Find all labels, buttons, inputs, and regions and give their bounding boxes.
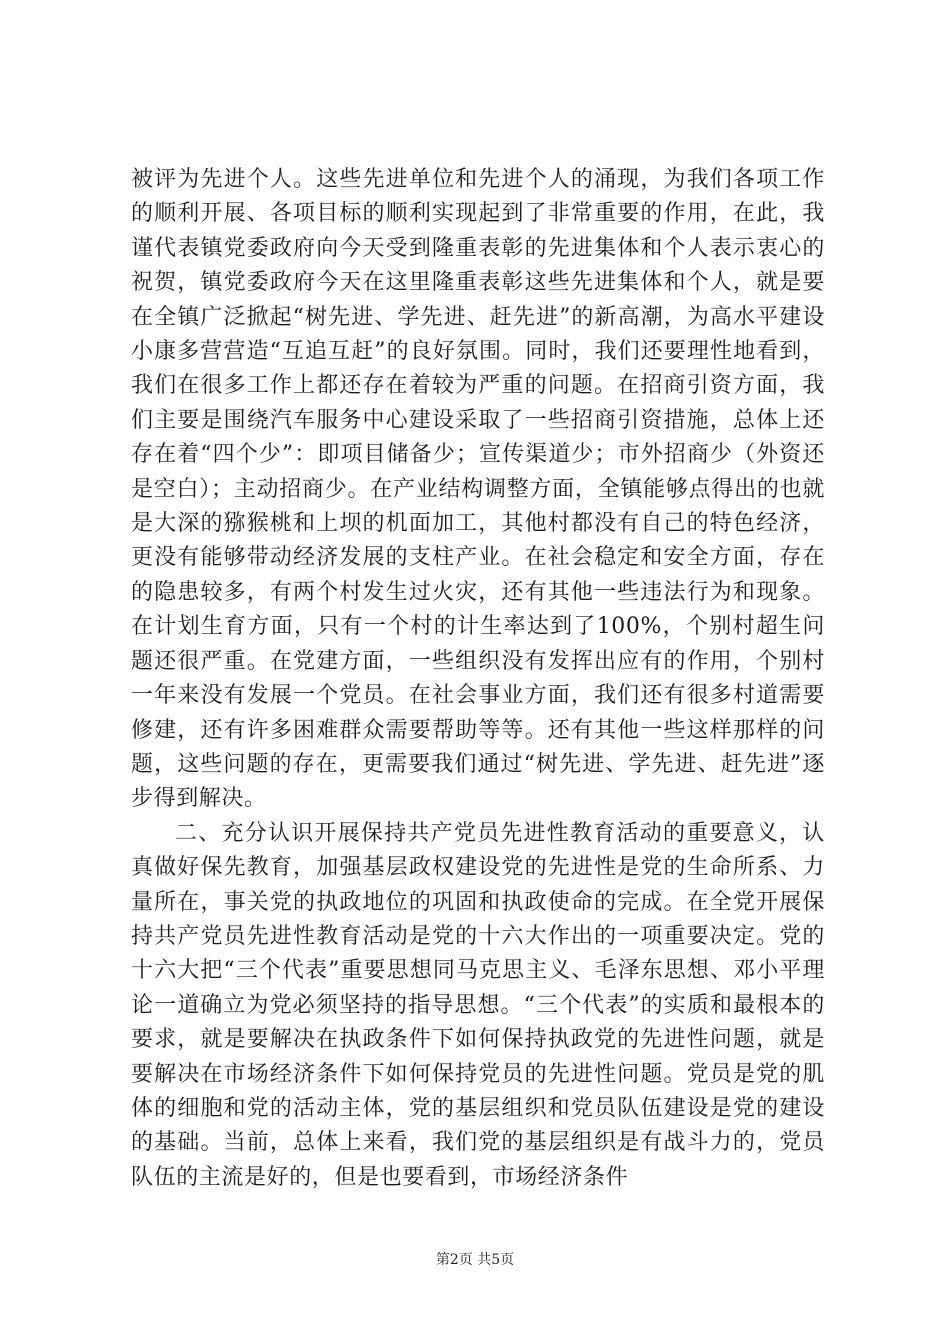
paragraph-1: 被评为先进个人。这些先进单位和先进个人的涌现，为我们各项工作的顺利开展、各项目标的顺利实现起到了非常重要的作用，在此，我谨代表镇党委政府向今天受到隆重表彰的先进集体和个人表示衷心的祝贺，镇党委政府今天在这里隆重表彰这些先进集体和个人，就是要在全镇广泛掀起“树先进、学先进、赶先进”的新高潮，为高水平建设小康多营营造“互追互赶”的良好氛围。同时，我们还要理性地看到，我们在很多工作上都还存在着较为严重的问题。在招商引资方面，我们主要是围绕汽车服务中心建设采取了一些招商引资措施，总体上还存在着“四个少”：即项目储备少；宣传渠道少；市外招商少（外资还是空白）；主动招商少。在产业结构调整方面，全镇能够点得出的也就是大深的猕猴桃和上坝的机面加工，其他村都没有自己的特色经济，更没有能够带动经济发展的支柱产业。在社会稳定和安全方面，存在的隐患较多，有两个村发生过火灾，还有其他一些违法行为和现象。在计划生育方面，只有一个村的计生率达到了100%，个别村超生问题还很严重。在党建方面，一些组织没有发挥出应有的作用，个别村一年来没有发展一个党员。在社会事业方面，我们还有很多村道需要修建，还有许多困难群众需要帮助等等。还有其他一些这样那样的问题，这些问题的存在，更需要我们通过“树先进、学先进、赶先进”逐步得到解决。 [131, 167, 825, 812]
document-body [131, 163, 825, 1195]
paragraph-2: 二、充分认识开展保持共产党员先进性教育活动的重要意义，认真做好保先教育，加强基层政权建设党的先进性是党的生命所系、力量所在，事关党的执政地位的巩固和执政使命的完成。在全党开展保持共产党员先进性教育活动是党的十六大作出的一项重要决定。党的十六大把“三个代表”重要思想同马克思主义、毛泽东思想、邓小平理论一道确立为党必须坚持的指导思想。“三个代表”的实质和最根本的要求，就是要解决在执政条件下如何保持执政党的先进性问题，就是要解决在市场经济条件下如何保持党员的先进性问题。党员是党的肌体的细胞和党的活动主体，党的基层组织和党员队伍建设是党的建设的基础。当前，总体上来看，我们党的基层组织是有战斗力的，党员队伍的主流是好的，但是也要看到，市场经济条件 [131, 820, 825, 1190]
page-number-footer: 第2页 共5页 [435, 1252, 515, 1268]
